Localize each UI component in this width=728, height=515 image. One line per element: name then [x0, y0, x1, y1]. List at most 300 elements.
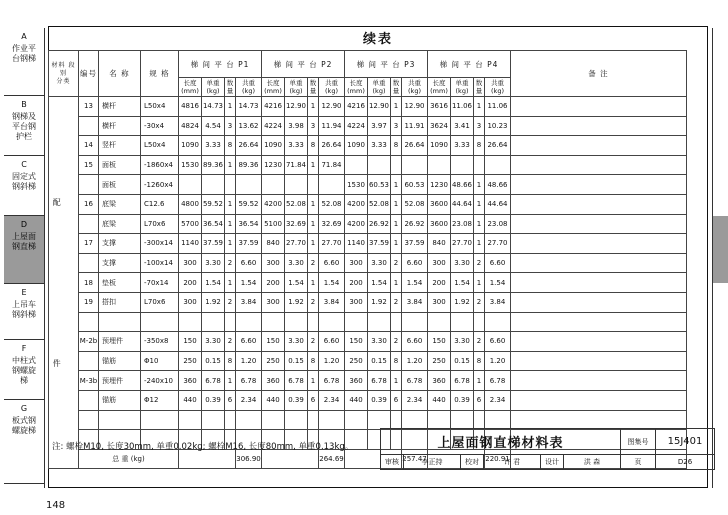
remarks-cell: [511, 292, 687, 312]
value-cell: 4800: [179, 194, 202, 214]
value-cell: 0.39: [202, 390, 225, 410]
value-cell: 37.59: [202, 234, 225, 254]
value-cell: 1: [391, 234, 402, 254]
value-cell: 1.54: [285, 273, 308, 293]
item-spec: L50x4: [141, 97, 179, 117]
value-cell: 3: [225, 116, 236, 136]
value-cell: 1140: [345, 234, 368, 254]
value-cell: [474, 410, 485, 430]
value-cell: 3.33: [451, 136, 474, 156]
value-cell: 1: [225, 97, 236, 117]
value-cell: 1: [391, 214, 402, 234]
item-name: 面板: [99, 155, 141, 175]
value-cell: [308, 312, 319, 332]
value-cell: 3.30: [451, 253, 474, 273]
value-cell: 2: [391, 332, 402, 352]
value-cell: [428, 410, 451, 430]
table-row: [49, 273, 687, 293]
value-cell: 150: [262, 332, 285, 352]
sidebar-item-d[interactable]: [4, 216, 44, 284]
right-strip-item-e: [713, 284, 728, 339]
subheader-cell: 长度(mm): [262, 78, 285, 97]
value-cell: 10.23: [485, 116, 511, 136]
atlas-label: 图集号: [621, 429, 656, 455]
value-cell: 4200: [345, 214, 368, 234]
header-platform-p3: 梯 间 平 台 P3: [345, 51, 428, 78]
value-cell: 300: [345, 253, 368, 273]
design-label: 设计: [541, 455, 564, 470]
value-cell: 11.06: [451, 97, 474, 117]
value-cell: 6.60: [485, 332, 511, 352]
value-cell: 150: [428, 332, 451, 352]
value-cell: 1.54: [485, 273, 511, 293]
value-cell: 1: [391, 97, 402, 117]
sidebar-item-letter: A: [21, 32, 27, 41]
subheader-cell: 共重(kg): [485, 78, 511, 97]
total-value: 257.47: [402, 449, 428, 469]
value-cell: 300: [428, 253, 451, 273]
remarks-cell: [511, 116, 687, 136]
value-cell: [308, 410, 319, 430]
header-remarks: 备 注: [511, 51, 687, 97]
value-cell: 2: [474, 253, 485, 273]
designer-name: 洪 森: [564, 455, 621, 470]
value-cell: 26.92: [402, 214, 428, 234]
value-cell: 1530: [179, 155, 202, 175]
item-spec: -70x14: [141, 273, 179, 293]
value-cell: [262, 175, 285, 195]
item-spec: [141, 312, 179, 332]
value-cell: 6.60: [236, 332, 262, 352]
value-cell: 1: [474, 97, 485, 117]
value-cell: 27.70: [451, 234, 474, 254]
review-label: 审核: [381, 455, 404, 470]
item-name: 预埋件: [99, 371, 141, 391]
table-row: [49, 194, 687, 214]
value-cell: 26.64: [236, 136, 262, 156]
table-row: [49, 390, 687, 410]
page-number: 148: [46, 500, 66, 511]
value-cell: 1.54: [402, 273, 428, 293]
value-cell: 1.20: [485, 351, 511, 371]
item-name: 底梁: [99, 214, 141, 234]
value-cell: [319, 410, 345, 430]
value-cell: [485, 312, 511, 332]
value-cell: 3600: [428, 194, 451, 214]
value-cell: 1: [225, 371, 236, 391]
value-cell: 8: [474, 351, 485, 371]
value-cell: 4200: [345, 194, 368, 214]
value-cell: 3.30: [285, 253, 308, 273]
value-cell: [319, 175, 345, 195]
value-cell: 2.34: [402, 390, 428, 410]
item-name: 锚筋: [99, 390, 141, 410]
value-cell: 250: [179, 351, 202, 371]
value-cell: 1: [474, 234, 485, 254]
sidebar-item-label: 上屋面钢直梯: [12, 232, 36, 251]
total-spacer: [262, 449, 319, 469]
item-spec: -100x14: [141, 253, 179, 273]
subheader-cell: 单重(kg): [285, 78, 308, 97]
value-cell: 3.30: [368, 253, 391, 273]
value-cell: [262, 312, 285, 332]
remarks-cell: [511, 410, 687, 430]
item-number: [79, 312, 99, 332]
value-cell: [485, 155, 511, 175]
value-cell: 8: [308, 136, 319, 156]
value-cell: 1: [225, 155, 236, 175]
sidebar-item-c[interactable]: [4, 156, 44, 216]
value-cell: 59.52: [202, 194, 225, 214]
value-cell: 8: [391, 351, 402, 371]
table-row: [49, 292, 687, 312]
value-cell: [319, 312, 345, 332]
item-number: [79, 351, 99, 371]
item-name: 锚筋: [99, 351, 141, 371]
value-cell: 1090: [428, 136, 451, 156]
sidebar-item-letter: B: [21, 100, 27, 109]
item-spec: -30x4: [141, 116, 179, 136]
value-cell: 0.39: [451, 390, 474, 410]
sidebar-item-letter: G: [20, 404, 28, 413]
value-cell: 1.92: [202, 292, 225, 312]
value-cell: 360: [179, 371, 202, 391]
value-cell: 1090: [262, 136, 285, 156]
header-platform-p1: 梯 间 平 台 P1: [179, 51, 262, 78]
value-cell: 3.30: [368, 332, 391, 352]
value-cell: [402, 312, 428, 332]
value-cell: 1: [308, 97, 319, 117]
sidebar-item-label: 上吊车钢斜梯: [12, 300, 36, 319]
value-cell: 1: [225, 214, 236, 234]
value-cell: 1230: [428, 175, 451, 195]
value-cell: 59.52: [236, 194, 262, 214]
value-cell: 3624: [428, 116, 451, 136]
value-cell: 250: [345, 351, 368, 371]
value-cell: [391, 155, 402, 175]
remarks-cell: [511, 136, 687, 156]
remarks-cell: [511, 312, 687, 332]
atlas-number: 15J401: [656, 429, 715, 455]
item-name: 竖杆: [99, 136, 141, 156]
remarks-cell: [511, 390, 687, 410]
sidebar-item-letter: D: [20, 220, 28, 229]
sidebar-item-a[interactable]: [4, 28, 44, 96]
remarks-cell: [511, 97, 687, 117]
reviewer-name: 李正持: [404, 455, 461, 470]
remarks-cell: [511, 214, 687, 234]
value-cell: 37.59: [402, 234, 428, 254]
value-cell: 3.84: [402, 292, 428, 312]
value-cell: 1.92: [285, 292, 308, 312]
value-cell: [202, 312, 225, 332]
value-cell: 3: [308, 116, 319, 136]
item-spec: -240x10: [141, 371, 179, 391]
value-cell: 3.84: [236, 292, 262, 312]
value-cell: 250: [262, 351, 285, 371]
page-code: D26: [656, 455, 715, 470]
value-cell: 26.64: [402, 136, 428, 156]
value-cell: 11.94: [319, 116, 345, 136]
value-cell: 6.60: [319, 332, 345, 352]
table-body: [49, 51, 687, 469]
value-cell: 36.54: [202, 214, 225, 234]
value-cell: [179, 175, 202, 195]
value-cell: 300: [262, 253, 285, 273]
value-cell: 200: [428, 273, 451, 293]
value-cell: 2: [225, 253, 236, 273]
item-spec: L70x6: [141, 292, 179, 312]
value-cell: 6.60: [402, 332, 428, 352]
value-cell: 2.34: [319, 390, 345, 410]
value-cell: [368, 312, 391, 332]
value-cell: [368, 155, 391, 175]
value-cell: 6: [308, 390, 319, 410]
sidebar-item-f[interactable]: [4, 340, 44, 400]
remarks-cell: [511, 332, 687, 352]
value-cell: 1.92: [451, 292, 474, 312]
value-cell: 60.53: [368, 175, 391, 195]
value-cell: 48.66: [485, 175, 511, 195]
remarks-cell: [511, 175, 687, 195]
value-cell: 3616: [428, 97, 451, 117]
value-cell: 52.08: [285, 194, 308, 214]
value-cell: 8: [225, 351, 236, 371]
value-cell: 1530: [345, 175, 368, 195]
right-strip-item-b: [713, 96, 728, 155]
value-cell: 6.60: [319, 253, 345, 273]
value-cell: 37.59: [236, 234, 262, 254]
value-cell: 26.64: [319, 136, 345, 156]
value-cell: 3.84: [319, 292, 345, 312]
category-spacer: [65, 97, 79, 469]
value-cell: 250: [428, 351, 451, 371]
item-number: 15: [79, 155, 99, 175]
sidebar-item-label: 钢梯及平台钢护栏: [12, 112, 36, 141]
table-row: [49, 371, 687, 391]
remarks-cell: [511, 155, 687, 175]
value-cell: [179, 410, 202, 430]
value-cell: 2: [308, 253, 319, 273]
value-cell: 27.70: [485, 234, 511, 254]
value-cell: 23.08: [485, 214, 511, 234]
value-cell: 4224: [262, 116, 285, 136]
table-row: [49, 136, 687, 156]
value-cell: 6.60: [236, 253, 262, 273]
subheader-cell: 数量: [474, 78, 485, 97]
value-cell: 150: [345, 332, 368, 352]
value-cell: 3.33: [285, 136, 308, 156]
item-spec: -1260x4: [141, 175, 179, 195]
value-cell: 300: [345, 292, 368, 312]
value-cell: [236, 312, 262, 332]
right-category-strip: [712, 28, 728, 488]
remarks-cell: [511, 351, 687, 371]
value-cell: 1.20: [319, 351, 345, 371]
value-cell: 6.78: [319, 371, 345, 391]
table-row: [49, 351, 687, 371]
item-name: 支撑: [99, 253, 141, 273]
value-cell: 8: [308, 351, 319, 371]
value-cell: 6: [225, 390, 236, 410]
value-cell: 1.92: [368, 292, 391, 312]
table-row: [49, 155, 687, 175]
value-cell: 5700: [179, 214, 202, 234]
value-cell: 52.08: [368, 194, 391, 214]
value-cell: [262, 410, 285, 430]
remarks-cell: [511, 253, 687, 273]
value-cell: 12.90: [368, 97, 391, 117]
value-cell: 2: [308, 292, 319, 312]
item-spec: L50x4: [141, 136, 179, 156]
value-cell: 3.33: [368, 136, 391, 156]
subheader-cell: 长度(mm): [428, 78, 451, 97]
right-strip-item-a: [713, 28, 728, 95]
value-cell: [345, 312, 368, 332]
item-name: 面板: [99, 175, 141, 195]
value-cell: 1140: [179, 234, 202, 254]
value-cell: [236, 175, 262, 195]
value-cell: [485, 410, 511, 430]
category-cell: [49, 97, 65, 469]
value-cell: 440: [428, 390, 451, 410]
item-spec: L70x6: [141, 214, 179, 234]
value-cell: 2: [225, 332, 236, 352]
value-cell: 1.20: [402, 351, 428, 371]
value-cell: [285, 175, 308, 195]
value-cell: 4824: [179, 116, 202, 136]
value-cell: 2.34: [236, 390, 262, 410]
value-cell: 14.73: [236, 97, 262, 117]
item-spec: -1860x4: [141, 155, 179, 175]
item-number: [79, 253, 99, 273]
value-cell: 32.69: [319, 214, 345, 234]
value-cell: 6.78: [202, 371, 225, 391]
value-cell: 0.39: [368, 390, 391, 410]
value-cell: 1090: [179, 136, 202, 156]
value-cell: 1230: [262, 155, 285, 175]
value-cell: 1: [308, 273, 319, 293]
value-cell: 89.36: [202, 155, 225, 175]
value-cell: [225, 410, 236, 430]
value-cell: 440: [179, 390, 202, 410]
table-row: [49, 410, 687, 430]
value-cell: 200: [179, 273, 202, 293]
value-cell: 3.30: [285, 332, 308, 352]
value-cell: 3600: [428, 214, 451, 234]
value-cell: 2: [474, 332, 485, 352]
remarks-cell: [511, 194, 687, 214]
header-material-section: 材料 段别 分类: [49, 51, 79, 97]
value-cell: [345, 410, 368, 430]
value-cell: 1: [225, 194, 236, 214]
value-cell: 26.92: [368, 214, 391, 234]
value-cell: [179, 312, 202, 332]
value-cell: [225, 175, 236, 195]
value-cell: 4224: [345, 116, 368, 136]
subheader-cell: 数量: [391, 78, 402, 97]
sidebar-item-letter: E: [21, 288, 27, 297]
value-cell: 1: [225, 273, 236, 293]
sidebar-item-label: 作业平台钢梯: [12, 44, 36, 63]
value-cell: [285, 312, 308, 332]
value-cell: 27.70: [319, 234, 345, 254]
sidebar-item-b[interactable]: [4, 96, 44, 156]
value-cell: 440: [345, 390, 368, 410]
table-row: [49, 332, 687, 352]
value-cell: [202, 410, 225, 430]
value-cell: 3.97: [368, 116, 391, 136]
value-cell: 8: [225, 136, 236, 156]
value-cell: 1.54: [368, 273, 391, 293]
value-cell: 300: [179, 253, 202, 273]
value-cell: 44.64: [485, 194, 511, 214]
value-cell: 1: [308, 214, 319, 234]
value-cell: 200: [262, 273, 285, 293]
value-cell: 1: [474, 194, 485, 214]
value-cell: 26.64: [485, 136, 511, 156]
value-cell: 4200: [262, 194, 285, 214]
value-cell: [345, 155, 368, 175]
value-cell: 360: [345, 371, 368, 391]
table-row: [49, 312, 687, 332]
value-cell: 6: [391, 390, 402, 410]
value-cell: 6.60: [485, 253, 511, 273]
sidebar-item-label: 中柱式钢螺旋梯: [12, 356, 36, 385]
value-cell: [428, 155, 451, 175]
value-cell: [391, 410, 402, 430]
value-cell: [391, 312, 402, 332]
value-cell: [451, 312, 474, 332]
item-number: 18: [79, 273, 99, 293]
value-cell: 48.66: [451, 175, 474, 195]
value-cell: 1: [308, 234, 319, 254]
item-number: [79, 410, 99, 430]
sidebar-item-label: 板式钢螺旋梯: [12, 416, 36, 435]
sidebar-item-g[interactable]: [4, 400, 44, 484]
value-cell: 1: [391, 175, 402, 195]
value-cell: [402, 410, 428, 430]
title-block: [380, 428, 715, 470]
total-value: 264.69: [319, 449, 345, 469]
value-cell: 6.78: [402, 371, 428, 391]
table-row: [49, 175, 687, 195]
value-cell: 360: [262, 371, 285, 391]
value-cell: 300: [428, 292, 451, 312]
item-number: M-3b: [79, 371, 99, 391]
value-cell: 37.59: [368, 234, 391, 254]
materials-table: [48, 50, 687, 469]
sidebar-item-e[interactable]: [4, 284, 44, 340]
value-cell: 14.73: [202, 97, 225, 117]
value-cell: 1.54: [236, 273, 262, 293]
value-cell: 71.84: [285, 155, 308, 175]
value-cell: 6.60: [402, 253, 428, 273]
value-cell: 4216: [345, 97, 368, 117]
value-cell: 1: [308, 371, 319, 391]
item-name: [99, 312, 141, 332]
item-name: 垫板: [99, 273, 141, 293]
item-name: 预埋件: [99, 332, 141, 352]
value-cell: 300: [179, 292, 202, 312]
value-cell: 0.15: [451, 351, 474, 371]
item-number: 19: [79, 292, 99, 312]
table-row: [49, 234, 687, 254]
value-cell: 1.20: [236, 351, 262, 371]
total-label: 总 重 (kg): [79, 449, 179, 469]
remarks-cell: [511, 234, 687, 254]
value-cell: 440: [262, 390, 285, 410]
